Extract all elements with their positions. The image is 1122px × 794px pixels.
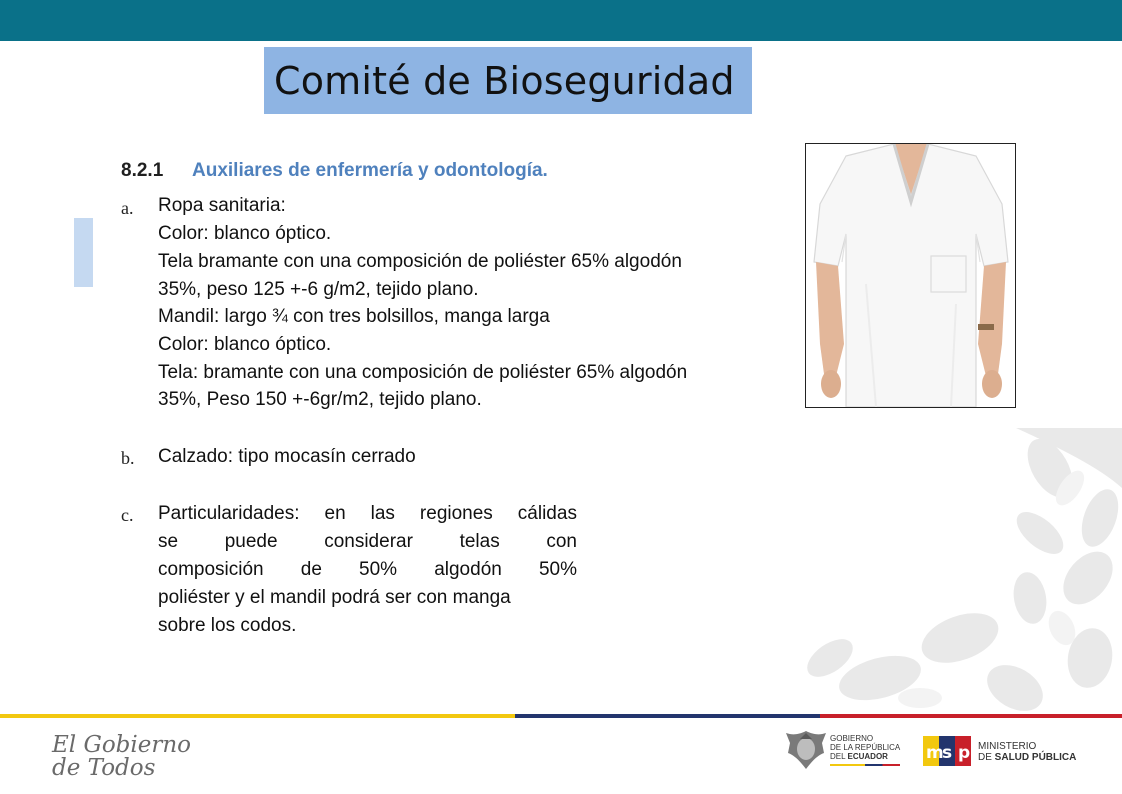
item-c-word: algodón — [434, 559, 502, 580]
item-c-word: regiones — [419, 503, 493, 524]
item-c-word: composición — [158, 559, 264, 580]
section-heading — [121, 160, 548, 182]
item-a-line: Mandil: largo ¾ con tres bolsillos, manga larga — [158, 306, 550, 327]
msp-badge-p: p — [958, 743, 971, 763]
item-c-word: de — [300, 559, 322, 580]
item-a-line: Tela bramante con una composición de poliéster 65% algodón — [158, 251, 682, 272]
page-title: Comité de Bioseguridad — [274, 58, 735, 103]
scrubs-illustration — [806, 144, 1015, 407]
msp-line-2-bold: SALUD PÚBLICA — [994, 752, 1077, 763]
item-c-word: cálidas — [517, 503, 577, 524]
leaf-pattern-decoration — [800, 428, 1122, 718]
item-a-line: 35%, peso 125 +-6 g/m2, tejido plano. — [158, 279, 479, 300]
item-a-line: Color: blanco óptico. — [158, 223, 332, 244]
item-c-word: puede — [224, 531, 278, 552]
msp-badge-s: s — [942, 743, 953, 763]
item-a-line: Ropa sanitaria: — [158, 195, 286, 216]
msp-logo-text — [978, 741, 1076, 763]
item-c-word: 50% — [359, 559, 398, 580]
section-title: Auxiliares de enfermería y odontología. — [192, 160, 548, 181]
item-c-word: Particularidades: — [158, 503, 300, 524]
footer-rule-blue — [515, 714, 820, 718]
item-a-line: Color: blanco óptico. — [158, 334, 332, 355]
footer-rule-yellow — [0, 714, 515, 718]
item-a-line: Tela: bramante con una composición de poliéster 65% algodón — [158, 362, 688, 383]
msp-line-2-prefix: DE — [978, 752, 995, 763]
item-c-line-5: sobre los codos. — [158, 615, 297, 636]
item-c-word: con — [546, 531, 577, 552]
item-b-letter: b. — [121, 448, 135, 468]
footer-rule-red — [820, 714, 1122, 718]
title-box — [264, 47, 752, 114]
top-banner — [0, 0, 1122, 41]
item-c-line-3 — [158, 559, 577, 581]
item-c-word: considerar — [324, 531, 413, 552]
gobierno-line-3 — [830, 752, 900, 761]
gobierno-line-2: DE LA REPÚBLICA — [830, 743, 901, 752]
msp-line-1: MINISTERIO — [978, 741, 1037, 752]
item-a-letter: a. — [121, 198, 134, 218]
item-c-word: telas — [459, 531, 500, 552]
item-c-letter: c. — [121, 505, 134, 525]
item-c-line-4: poliéster y el mandil podrá ser con manga — [158, 587, 511, 608]
slogan-logo — [52, 734, 191, 780]
item-c-word: se — [158, 531, 179, 552]
item-c-word: en — [324, 503, 346, 524]
gobierno-line-3-prefix: DEL — [830, 752, 848, 761]
gobierno-line-1: GOBIERNO — [830, 734, 874, 743]
item-a-line: 35%, Peso 150 +-6gr/m2, tejido plano. — [158, 389, 482, 410]
msp-badge-icon — [923, 732, 971, 770]
gobierno-logo-text — [830, 734, 900, 761]
item-c-word: las — [370, 503, 395, 524]
item-b-text: Calzado: tipo mocasín cerrado — [158, 446, 416, 467]
gobierno-underline — [830, 764, 900, 766]
slogan-line-1: El Gobierno — [52, 732, 192, 758]
item-c-line-1 — [158, 503, 577, 525]
left-accent-marker — [74, 218, 93, 287]
section-number: 8.2.1 — [121, 160, 164, 181]
gobierno-line-3-bold: ECUADOR — [847, 752, 888, 761]
item-c-word: 50% — [538, 559, 577, 580]
item-c-line-2 — [158, 531, 577, 553]
ecuador-coat-of-arms-icon — [784, 729, 828, 771]
slogan-line-2: de Todos — [52, 755, 156, 781]
scrubs-photo — [805, 143, 1016, 408]
msp-line-2 — [978, 752, 1076, 763]
msp-badge-m: m — [926, 743, 944, 763]
